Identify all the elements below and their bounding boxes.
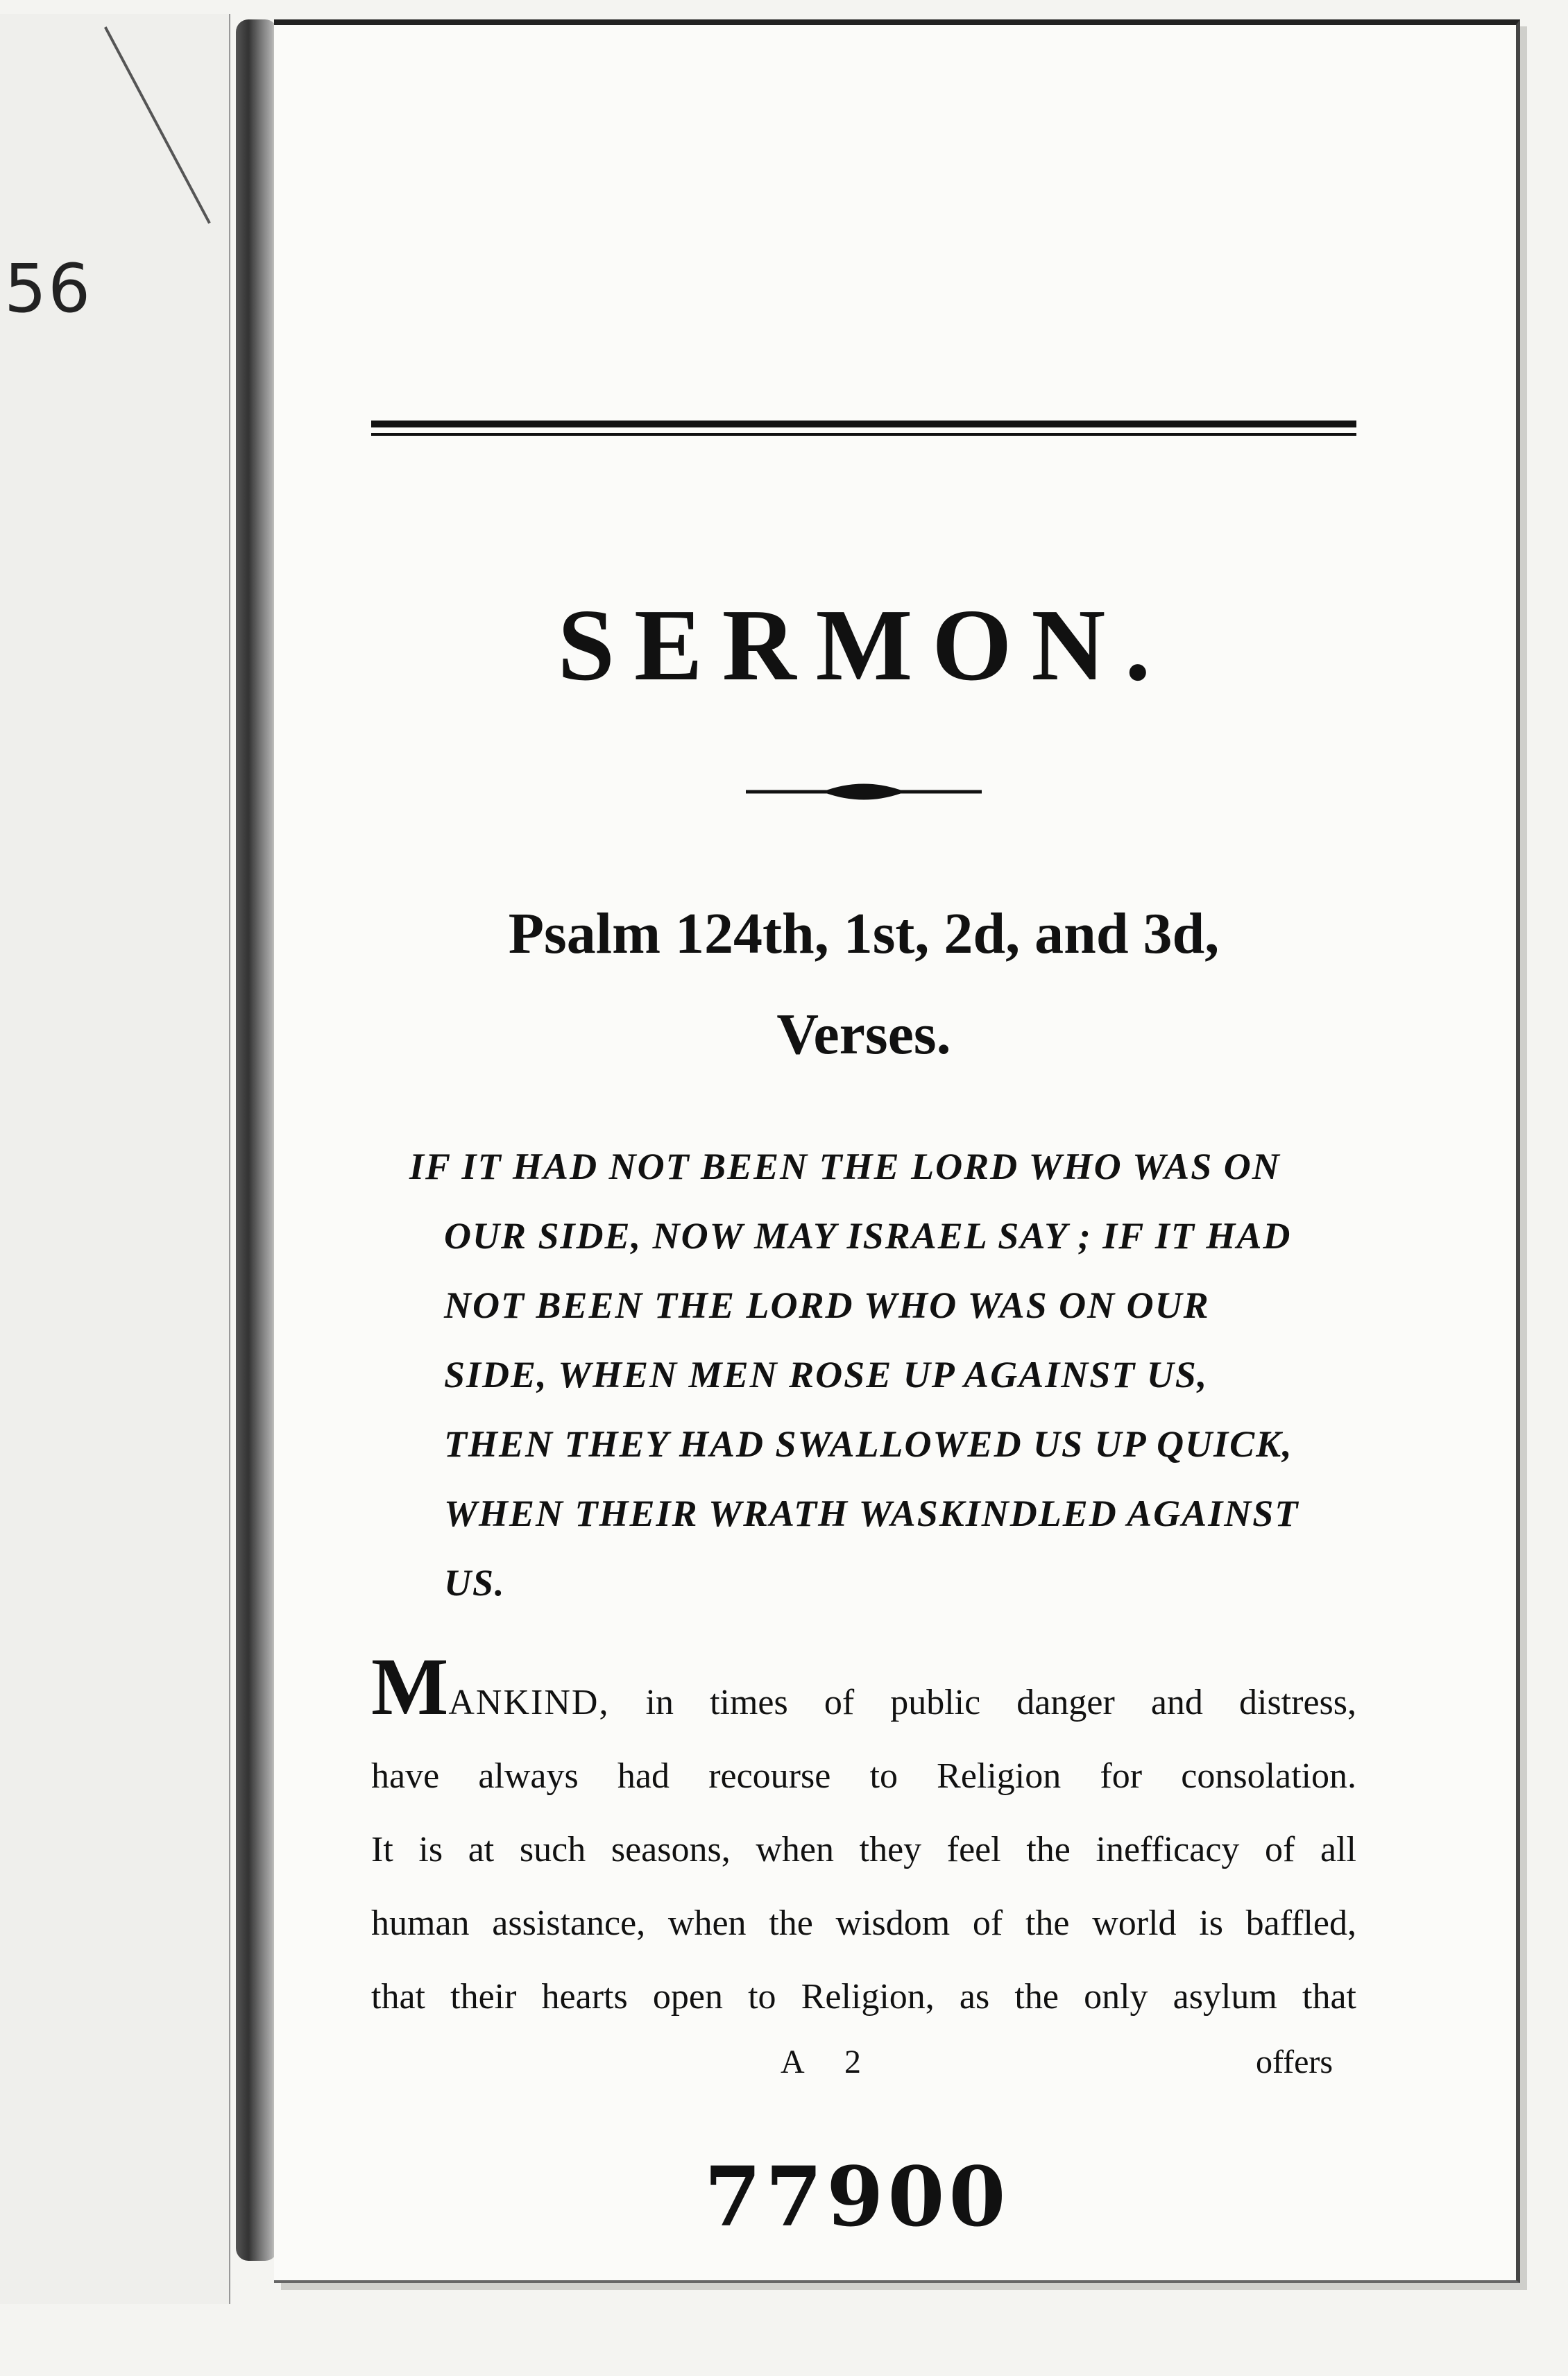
catalog-stamp-number: 77900 [704,2148,1010,2245]
page-title: SERMON. [557,588,1170,702]
scripture-reference: Psalm 124th, 1st, 2d, and 3d, [508,901,1220,966]
ornament-divider-icon [746,776,982,808]
margin-note: 56 [4,250,92,328]
drop-cap: M [371,1641,449,1732]
sermon-body [371,1641,1356,2034]
first-line-text: in times of public danger and distress, [609,1683,1356,1722]
verse-line: IF IT HAD NOT BEEN THE LORD WHO WAS ON [409,1146,1281,1187]
verse-line: US. [444,1562,506,1604]
scripture-reference-verses: Verses. [776,1002,951,1067]
scripture-verse [409,1132,1363,1618]
body-line [371,1641,1356,1740]
body-line: It is at such seasons, when they feel the inefficacy of all [371,1830,1356,1869]
verse-line: WHEN THEIR WRATH WASKINDLED AGAINST [444,1493,1299,1534]
paper-crack [104,26,211,223]
verse-line: OUR SIDE, NOW MAY ISRAEL SAY ; IF IT HAD [444,1215,1292,1257]
catchword: offers [1256,2044,1333,2080]
first-word: ANKIND, [448,1683,610,1722]
main-page [274,19,1520,2283]
signature-mark: A 2 [781,2044,878,2080]
double-rule [371,421,1356,436]
verse-line: THEN THEY HAD SWALLOWED US UP QUICK, [444,1423,1293,1465]
verse-line: SIDE, WHEN MEN ROSE UP AGAINST US, [444,1354,1209,1395]
body-line: human assistance, when the wisdom of the world is baffled, [371,1903,1356,1943]
binding-gutter [236,19,278,2261]
body-line: that their hearts open to Religion, as the only asylum that [371,1977,1356,2017]
left-facing-page [0,14,230,2304]
body-line: have always had recourse to Religion for consolation. [371,1756,1356,1796]
verse-line: NOT BEEN THE LORD WHO WAS ON OUR [444,1284,1210,1326]
